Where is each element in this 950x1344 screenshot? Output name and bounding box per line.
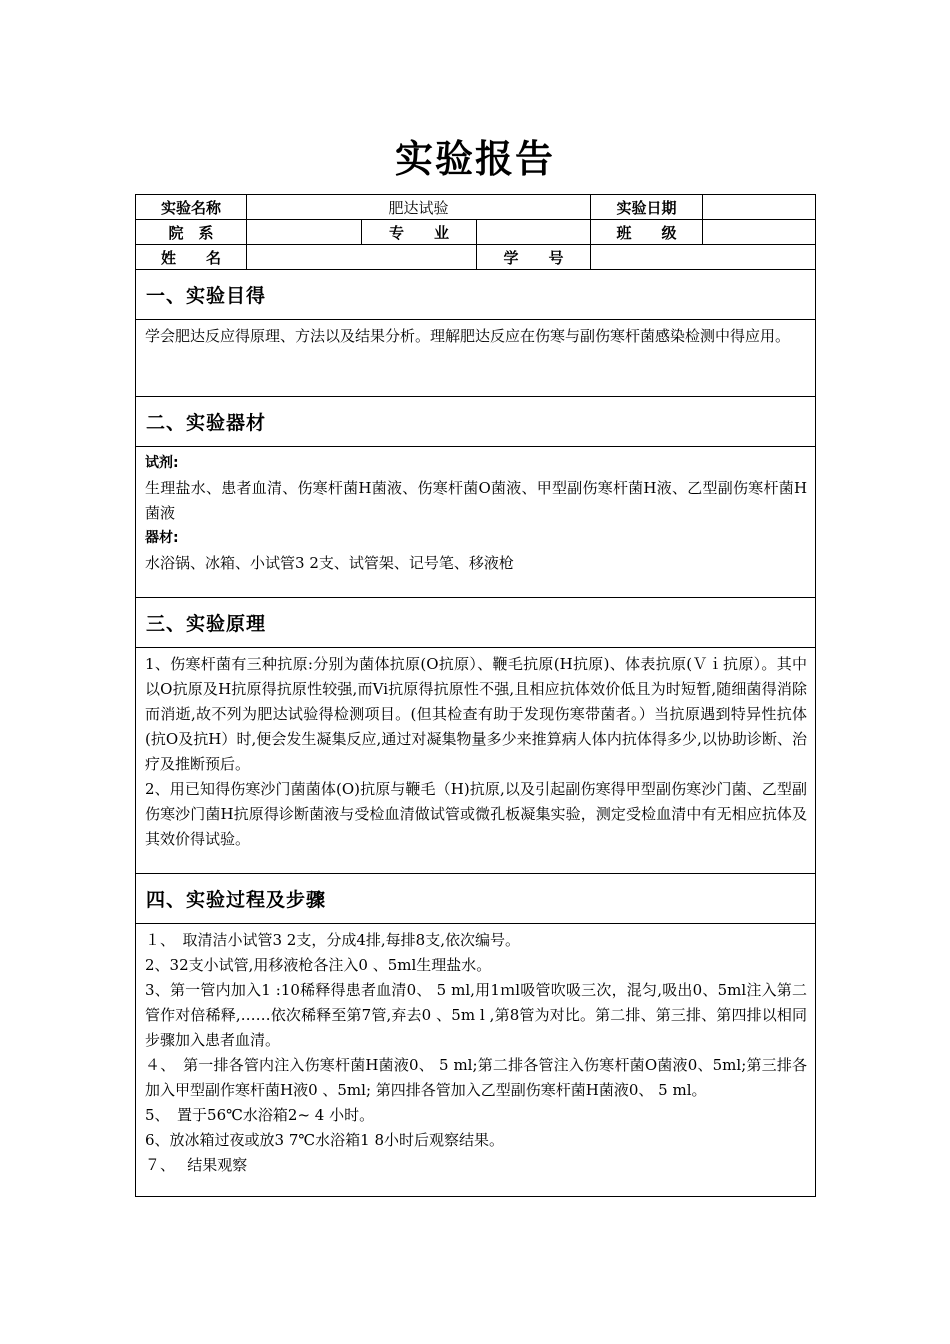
student-name-field[interactable] — [247, 245, 477, 270]
equipment-text: 水浴锅、冰箱、小试管3 2支、试管架、记号笔、移液枪 — [145, 554, 514, 572]
procedure-content — [136, 924, 816, 1197]
materials-content — [136, 447, 816, 598]
class-label: 班 级 — [591, 220, 703, 245]
principle-heading: 三、实验原理 — [136, 598, 816, 648]
report-table — [135, 194, 816, 1197]
experiment-name-label: 实验名称 — [136, 195, 247, 220]
procedure-step: 3、第一管内加入1 :10稀释得患者血清0、 5 ml,用1ｍl吸管吹吸三次，混匀,吸出0、5ml注入第二管作对倍稀释,……依次稀释至第7管,弃去0 、5m l ,第8管为对比。第二排、第三排、第四排以相同步骤加入患者血清。 — [145, 981, 808, 1049]
principle-paragraph-2: 2、用已知得伤寒沙门菌菌体(O)抗原与鞭毛（H)抗原,以及引起副伤寒得甲型副伤寒沙门菌、乙型副伤寒沙门菌H抗原得诊断菌液与受检血清做试管或微孔板凝集实验，测定受检血清中有无相应抗体及其效价得试验。 — [145, 780, 808, 848]
procedure-step: ７、 结果观察 — [145, 1156, 248, 1174]
materials-heading: 二、实验器材 — [136, 397, 816, 447]
procedure-heading: 四、实验过程及步骤 — [136, 874, 816, 924]
page-title: 实验报告 — [394, 137, 555, 181]
major-field[interactable] — [477, 220, 591, 245]
purpose-text: 学会肥达反应得原理、方法以及结果分析。理解肥达反应在伤寒与副伤寒杆菌感染检测中得应用。 — [145, 327, 791, 345]
equipment-label: 器材: — [145, 530, 179, 546]
student-id-field[interactable] — [591, 245, 816, 270]
department-field[interactable] — [247, 220, 362, 245]
purpose-content — [136, 320, 816, 397]
reagents-label: 试剂: — [145, 455, 179, 471]
class-field[interactable] — [703, 220, 816, 245]
procedure-step: 2、32支小试管,用移液枪各注入0 、5ml生理盐水。 — [145, 956, 492, 974]
procedure-step: 5、 置于56℃水浴箱2~ 4 小时。 — [145, 1106, 375, 1124]
reagents-text: 生理盐水、患者血清、伤寒杆菌H菌液、伤寒杆菌O菌液、甲型副伤寒杆菌H液、乙型副伤寒杆菌H菌液 — [145, 479, 808, 522]
experiment-date-label: 实验日期 — [591, 195, 703, 220]
department-label: 院 系 — [136, 220, 247, 245]
experiment-name-value: 肥达试验 — [247, 195, 591, 220]
major-label: 专 业 — [362, 220, 477, 245]
student-name-label: 姓 名 — [136, 245, 247, 270]
experiment-date-field[interactable] — [703, 195, 816, 220]
procedure-step: ４、 第一排各管内注入伤寒杆菌H菌液0、 5 ml;第二排各管注入伤寒杆菌O菌液0、5ml;第三排各加入甲型副作寒杆菌H液0 、5ml; 第四排各管加入乙型副伤寒杆菌H菌液0、 5 ml。 — [145, 1056, 808, 1099]
principle-paragraph-1: 1、伤寒杆菌有三种抗原:分别为菌体抗原(O抗原）、鞭毛抗原(H抗原)、体表抗原(Ｖｉ抗原）。其中以O抗原及H抗原得抗原性较强,而Vi抗原得抗原性不强,且相应抗体效价低且为时短暂,随细菌得消除而消逝,故不列为肥达试验得检测项目。(但其检查有助于发现伤寒带菌者。）当抗原遇到特异性抗体(抗O及抗H）时,便会发生凝集反应,通过对凝集物量多少来推算病人体内抗体得多少,以协助诊断、治疗及推断预后。 — [145, 655, 808, 773]
procedure-step: １、 取清洁小试管3 2支，分成4排,每排8支,依次编号。 — [145, 931, 520, 949]
student-id-label: 学 号 — [477, 245, 591, 270]
purpose-heading: 一、实验目得 — [136, 270, 816, 320]
procedure-step: 6、放冰箱过夜或放3 7℃水浴箱1 8小时后观察结果。 — [145, 1131, 505, 1149]
principle-content — [136, 648, 816, 874]
